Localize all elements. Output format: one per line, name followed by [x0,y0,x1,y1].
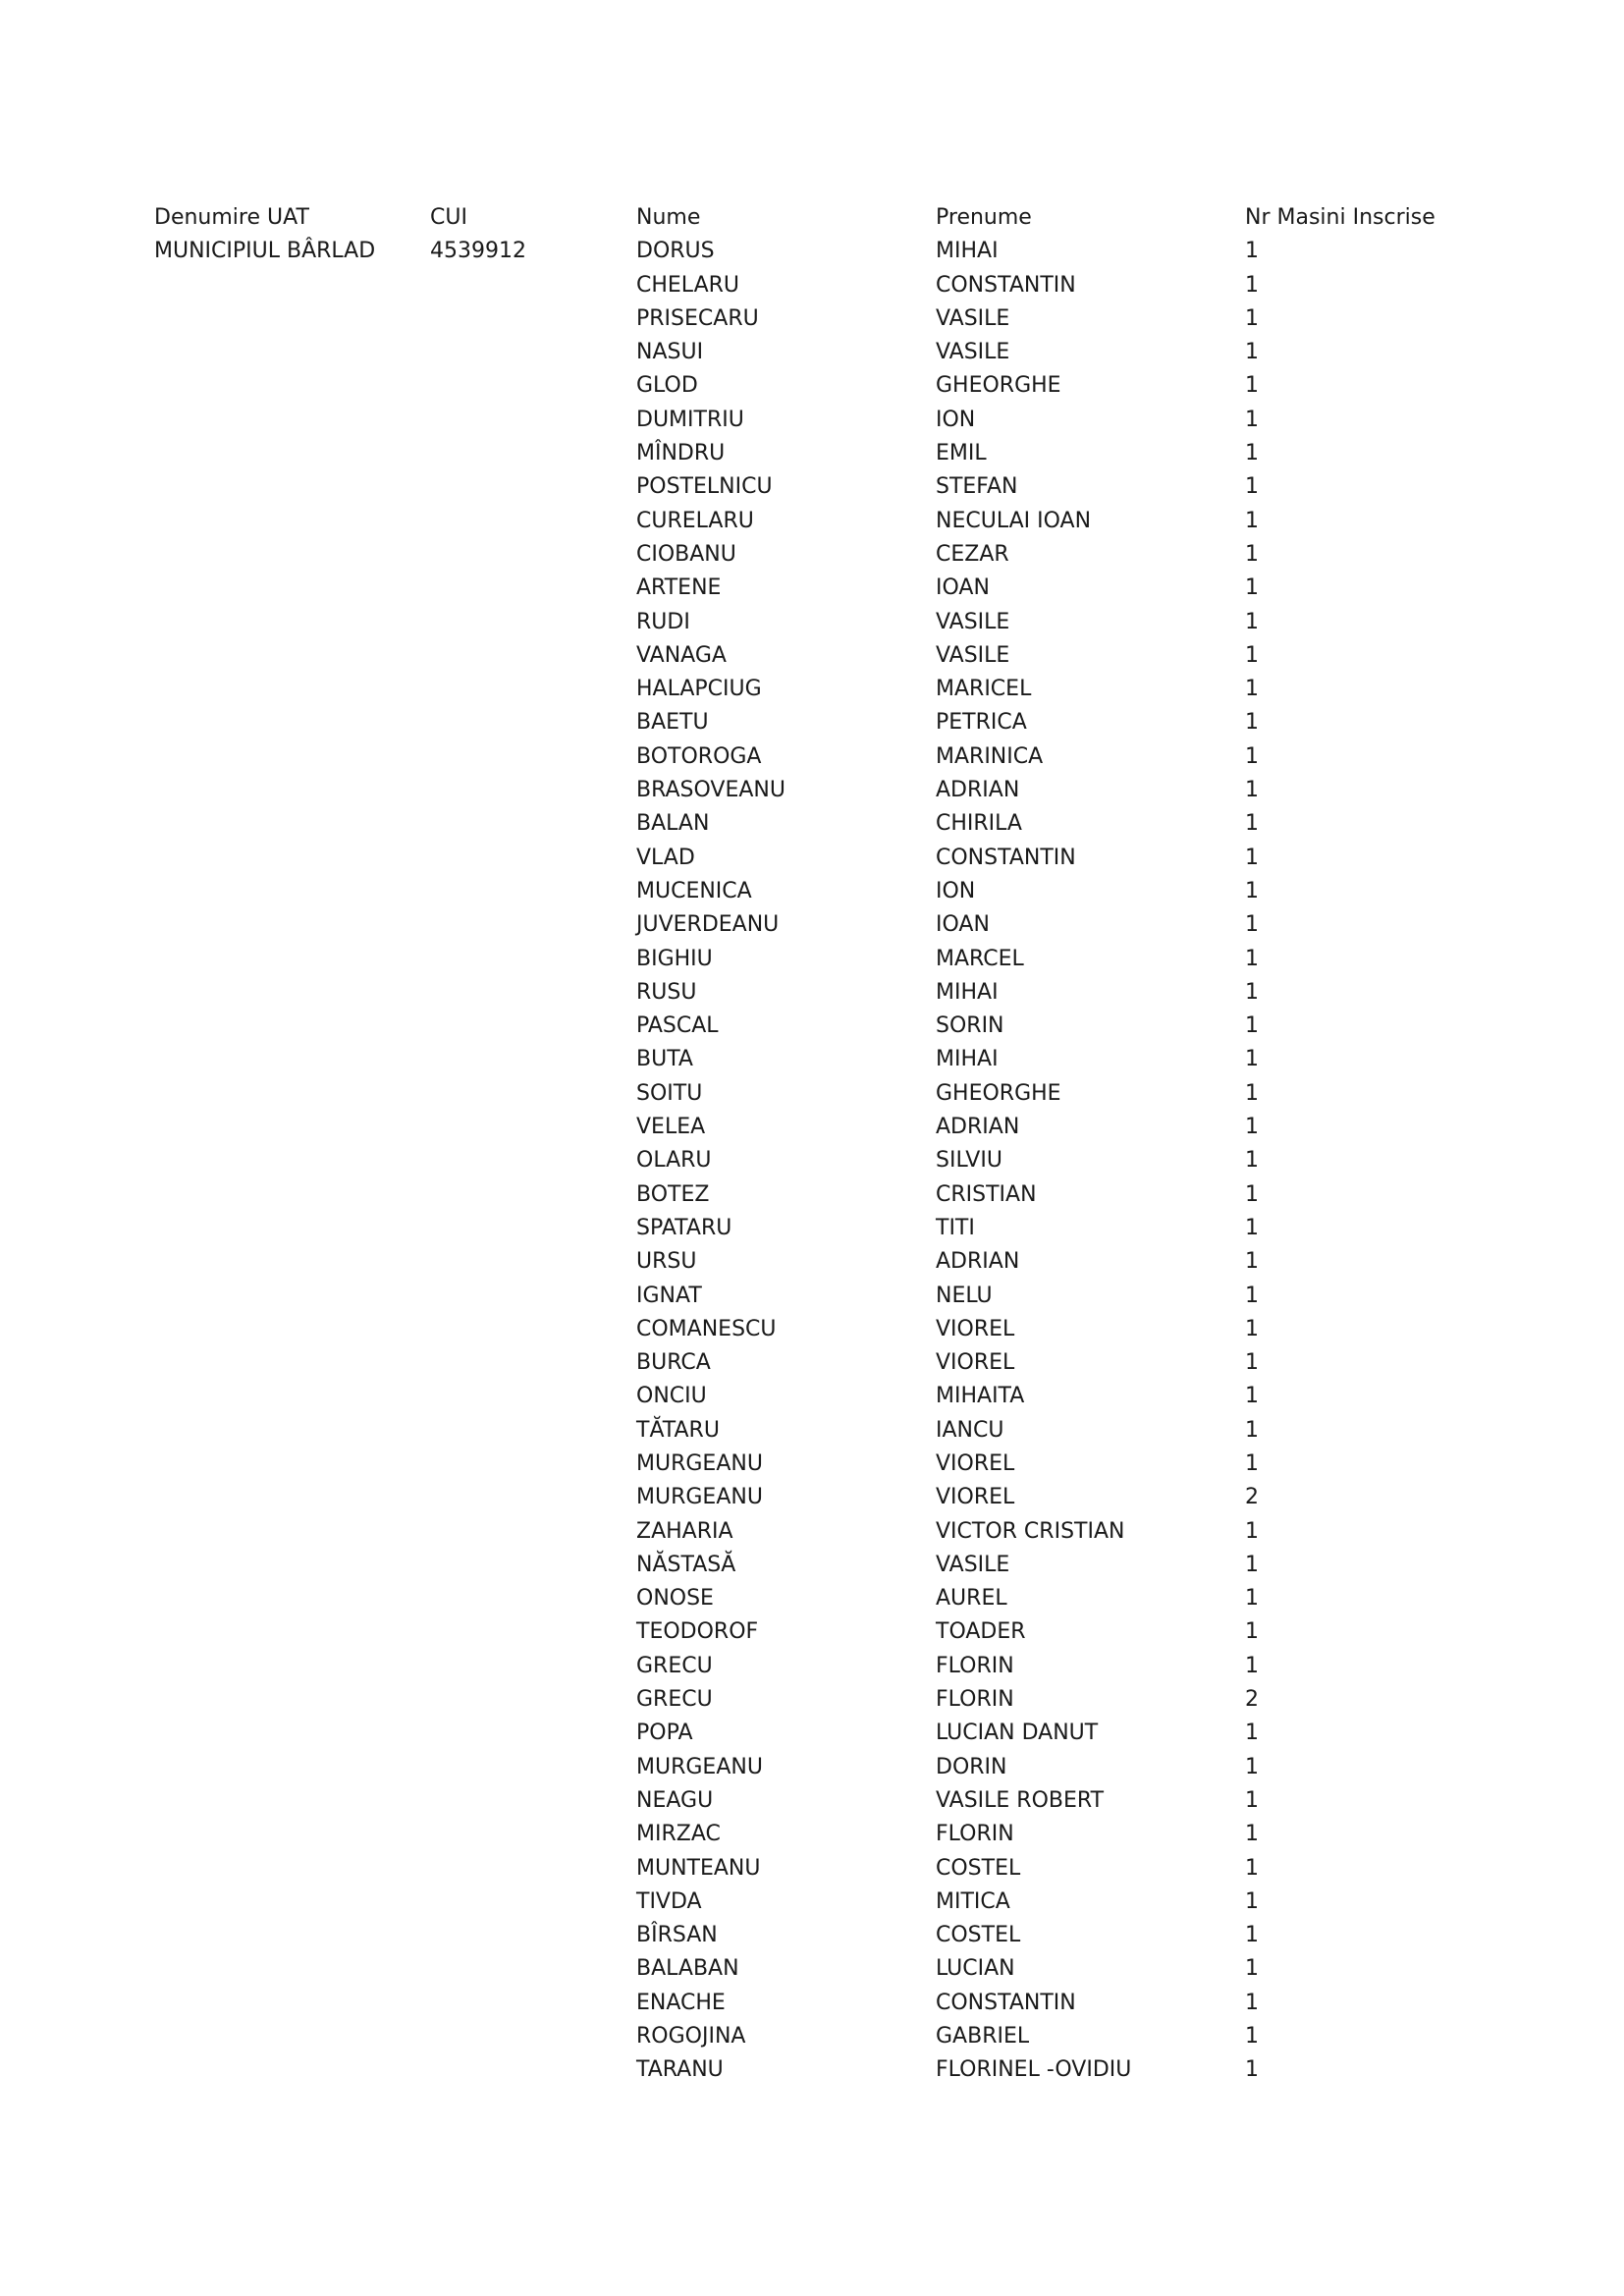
cell-prenume: TITI [936,1215,975,1240]
cell-nr-masini: 1 [1245,946,1259,971]
table-row [154,1549,1529,1582]
header-nume: Nume [636,205,701,230]
cell-prenume: GHEORGHE [936,373,1061,399]
cell-nume: RUDI [636,609,690,634]
cell-nr-masini: 1 [1245,1350,1259,1376]
cell-prenume: CHIRILA [936,811,1022,837]
cell-nr-masini: 1 [1245,1721,1259,1746]
cell-nr-masini: 1 [1245,609,1259,634]
cell-nume: CHELARU [636,272,740,298]
cell-nume: TEODOROF [636,1619,759,1645]
cell-prenume: STEFAN [936,474,1018,500]
cell-prenume: VIOREL [936,1350,1015,1376]
cell-prenume: CONSTANTIN [936,272,1076,298]
table-row [154,1615,1529,1649]
cell-nr-masini: 1 [1245,272,1259,298]
table-row [154,336,1529,369]
cell-nr-masini: 1 [1245,1923,1259,1948]
cell-nume: BUTA [636,1047,693,1072]
cell-prenume: MIHAI [936,239,999,264]
table-row [154,673,1529,706]
cell-prenume: IANCU [936,1417,1004,1443]
table-row [154,2053,1529,2087]
cell-nr-masini: 1 [1245,1181,1259,1207]
cell-prenume: MARICEL [936,677,1032,702]
cell-nr-masini: 1 [1245,1822,1259,1847]
cell-nr-masini: 1 [1245,1888,1259,1914]
cell-nume: NĂSTASĂ [636,1552,736,1577]
cell-nume: BALAN [636,811,710,837]
table-row [154,1987,1529,2020]
table-row [154,404,1529,437]
table-header-row [154,201,1529,235]
cell-nr-masini: 1 [1245,1552,1259,1577]
cell-prenume: ION [936,407,976,432]
cell-nr-masini: 1 [1245,474,1259,500]
table-row [154,235,1529,268]
cell-prenume: FLORIN [936,1822,1014,1847]
cell-prenume: VASILE [936,340,1010,365]
table-row [154,1280,1529,1313]
table-row [154,1515,1529,1549]
cell-prenume: IOAN [936,575,990,601]
cell-nr-masini: 1 [1245,642,1259,668]
cell-nr-masini: 1 [1245,979,1259,1005]
cell-nr-masini: 2 [1245,1485,1259,1510]
table-row [154,1144,1529,1177]
cell-prenume: PETRICA [936,710,1027,736]
cell-nume: GRECU [636,1653,713,1678]
cell-prenume: IOAN [936,912,990,938]
header-nr-masini: Nr Masini Inscrise [1245,205,1435,230]
cell-prenume: ADRIAN [936,778,1020,803]
cell-nr-masini: 1 [1245,778,1259,803]
header-prenume: Prenume [936,205,1032,230]
cell-nume: PASCAL [636,1013,719,1039]
cell-nume: MIRZAC [636,1822,721,1847]
cell-cui: 4539912 [430,239,526,264]
table-row [154,1717,1529,1750]
cell-nume: ONCIU [636,1384,707,1409]
cell-nume: CIOBANU [636,541,736,567]
table-row [154,505,1529,538]
cell-nume: RUSU [636,979,697,1005]
cell-prenume: MITICA [936,1888,1010,1914]
cell-prenume: VIOREL [936,1485,1015,1510]
cell-prenume: LUCIAN DANUT [936,1721,1099,1746]
cell-nume: URSU [636,1249,697,1275]
cell-prenume: GABRIEL [936,2024,1030,2050]
cell-prenume: MARCEL [936,946,1024,971]
cell-nr-masini: 1 [1245,305,1259,331]
table-row [154,1448,1529,1481]
table-row [154,1077,1529,1111]
table-row [154,1481,1529,1514]
cell-nume: VELEA [636,1115,706,1140]
cell-nume: BURCA [636,1350,711,1376]
cell-prenume: CEZAR [936,541,1009,567]
table-row [154,1380,1529,1413]
table-row [154,572,1529,605]
cell-nr-masini: 1 [1245,2024,1259,2050]
cell-prenume: SORIN [936,1013,1004,1039]
table-row [154,774,1529,807]
cell-nr-masini: 1 [1245,1013,1259,1039]
cell-nr-masini: 1 [1245,373,1259,399]
cell-prenume: FLORIN [936,1687,1014,1713]
table-row [154,1683,1529,1717]
table-row [154,538,1529,572]
cell-nume: NEAGU [636,1787,714,1813]
cell-nume: MUCENICA [636,878,752,903]
cell-prenume: VASILE [936,609,1010,634]
cell-prenume: AUREL [936,1586,1007,1612]
cell-nr-masini: 1 [1245,2057,1259,2083]
cell-prenume: VASILE [936,1552,1010,1577]
data-table [154,201,1529,2088]
cell-nr-masini: 1 [1245,407,1259,432]
cell-nr-masini: 1 [1245,541,1259,567]
cell-nume: SPATARU [636,1215,732,1240]
cell-nume: BAETU [636,710,709,736]
cell-nume: MURGEANU [636,1754,763,1779]
cell-nume: BRASOVEANU [636,778,785,803]
cell-denumire-uat: MUNICIPIUL BÂRLAD [154,239,376,264]
table-row [154,842,1529,875]
cell-nume: ONOSE [636,1586,714,1612]
cell-nr-masini: 1 [1245,340,1259,365]
cell-nume: ROGOJINA [636,2024,746,2050]
cell-nr-masini: 1 [1245,845,1259,870]
cell-nume: VANAGA [636,642,727,668]
table-row [154,1650,1529,1683]
cell-prenume: EMIL [936,441,987,466]
cell-nr-masini: 1 [1245,1586,1259,1612]
cell-prenume: MIHAI [936,1047,999,1072]
cell-nume: POPA [636,1721,693,1746]
cell-prenume: LUCIAN [936,1956,1015,1982]
table-row [154,1178,1529,1212]
table-row [154,639,1529,673]
cell-nr-masini: 1 [1245,1047,1259,1072]
cell-nr-masini: 1 [1245,575,1259,601]
table-row [154,437,1529,470]
cell-nr-masini: 1 [1245,912,1259,938]
table-body [154,235,1529,2087]
cell-prenume: COSTEL [936,1923,1021,1948]
cell-nr-masini: 1 [1245,1115,1259,1140]
cell-nr-masini: 1 [1245,811,1259,837]
table-row [154,606,1529,639]
cell-nume: CURELARU [636,508,754,533]
cell-nume: IGNAT [636,1283,702,1308]
cell-nume: GRECU [636,1687,713,1713]
table-row [154,976,1529,1010]
cell-nr-masini: 1 [1245,1450,1259,1476]
cell-nume: NASUI [636,340,704,365]
table-row [154,1886,1529,1919]
cell-nr-masini: 1 [1245,1956,1259,1982]
cell-prenume: ION [936,878,976,903]
cell-prenume: ADRIAN [936,1249,1020,1275]
table-row [154,1852,1529,1886]
cell-nume: MUNTEANU [636,1855,761,1881]
table-row [154,1111,1529,1144]
table-row [154,943,1529,976]
table-row [154,470,1529,504]
cell-nume: TĂTARU [636,1417,720,1443]
table-row [154,706,1529,739]
cell-nr-masini: 1 [1245,1855,1259,1881]
cell-prenume: CRISTIAN [936,1181,1037,1207]
cell-nr-masini: 1 [1245,1080,1259,1106]
table-row [154,807,1529,841]
table-row [154,1313,1529,1346]
table-row [154,1043,1529,1076]
table-row [154,369,1529,403]
cell-nume: BIGHIU [636,946,713,971]
cell-nume: TIVDA [636,1888,702,1914]
cell-nr-masini: 1 [1245,1787,1259,1813]
table-row [154,740,1529,774]
cell-prenume: GHEORGHE [936,1080,1061,1106]
header-cui: CUI [430,205,467,230]
cell-nr-masini: 1 [1245,1148,1259,1174]
cell-prenume: CONSTANTIN [936,845,1076,870]
cell-prenume: NECULAI IOAN [936,508,1092,533]
cell-nume: OLARU [636,1148,712,1174]
cell-nume: ENACHE [636,1990,726,2015]
table-row [154,1010,1529,1043]
table-row [154,302,1529,336]
cell-prenume: VICTOR CRISTIAN [936,1518,1125,1544]
cell-prenume: VASILE [936,642,1010,668]
table-row [154,1919,1529,1952]
cell-prenume: VIOREL [936,1316,1015,1341]
cell-prenume: VASILE ROBERT [936,1787,1105,1813]
table-row [154,2020,1529,2053]
cell-nume: PRISECARU [636,305,759,331]
cell-prenume: MIHAITA [936,1384,1025,1409]
cell-nr-masini: 1 [1245,878,1259,903]
cell-nume: BALABAN [636,1956,739,1982]
cell-nume: MÎNDRU [636,441,726,466]
cell-nume: HALAPCIUG [636,677,762,702]
table-row [154,1751,1529,1784]
cell-nr-masini: 1 [1245,1283,1259,1308]
cell-nr-masini: 1 [1245,1316,1259,1341]
table-row [154,1784,1529,1818]
cell-nr-masini: 1 [1245,743,1259,769]
cell-nr-masini: 2 [1245,1687,1259,1713]
table-row [154,1346,1529,1380]
cell-nr-masini: 1 [1245,1990,1259,2015]
cell-nr-masini: 1 [1245,1518,1259,1544]
cell-prenume: VASILE [936,305,1010,331]
cell-prenume: NELU [936,1283,993,1308]
cell-nr-masini: 1 [1245,1619,1259,1645]
cell-nume: MURGEANU [636,1450,763,1476]
cell-nume: DUMITRIU [636,407,744,432]
table-row [154,1245,1529,1279]
cell-nr-masini: 1 [1245,1384,1259,1409]
cell-nume: VLAD [636,845,695,870]
table-row [154,1414,1529,1448]
cell-prenume: MIHAI [936,979,999,1005]
cell-prenume: MARINICA [936,743,1044,769]
table-row [154,269,1529,302]
cell-prenume: FLORIN [936,1653,1014,1678]
cell-nume: TARANU [636,2057,724,2083]
table-row [154,908,1529,942]
cell-nume: ARTENE [636,575,722,601]
table-row [154,1952,1529,1986]
cell-nume: SOITU [636,1080,703,1106]
cell-nr-masini: 1 [1245,1754,1259,1779]
cell-nume: BOTOROGA [636,743,762,769]
header-denumire-uat: Denumire UAT [154,205,309,230]
cell-nr-masini: 1 [1245,1417,1259,1443]
cell-nume: JUVERDEANU [636,912,780,938]
cell-nume: POSTELNICU [636,474,773,500]
cell-prenume: SILVIU [936,1148,1002,1174]
cell-prenume: TOADER [936,1619,1026,1645]
cell-prenume: FLORINEL -OVIDIU [936,2057,1132,2083]
cell-nume: DORUS [636,239,715,264]
cell-nr-masini: 1 [1245,441,1259,466]
cell-nr-masini: 1 [1245,1653,1259,1678]
cell-prenume: DORIN [936,1754,1007,1779]
cell-nr-masini: 1 [1245,1215,1259,1240]
cell-nume: MURGEANU [636,1485,763,1510]
table-row [154,1212,1529,1245]
table-row [154,1582,1529,1615]
cell-prenume: VIOREL [936,1450,1015,1476]
table-row [154,1818,1529,1851]
cell-nr-masini: 1 [1245,677,1259,702]
cell-nume: BÎRSAN [636,1923,718,1948]
cell-prenume: ADRIAN [936,1115,1020,1140]
cell-nr-masini: 1 [1245,710,1259,736]
cell-nume: BOTEZ [636,1181,710,1207]
table-row [154,875,1529,908]
cell-nume: COMANESCU [636,1316,777,1341]
cell-nr-masini: 1 [1245,508,1259,533]
cell-nr-masini: 1 [1245,1249,1259,1275]
cell-nume: ZAHARIA [636,1518,733,1544]
cell-prenume: CONSTANTIN [936,1990,1076,2015]
cell-nr-masini: 1 [1245,239,1259,264]
cell-nume: GLOD [636,373,698,399]
cell-prenume: COSTEL [936,1855,1021,1881]
